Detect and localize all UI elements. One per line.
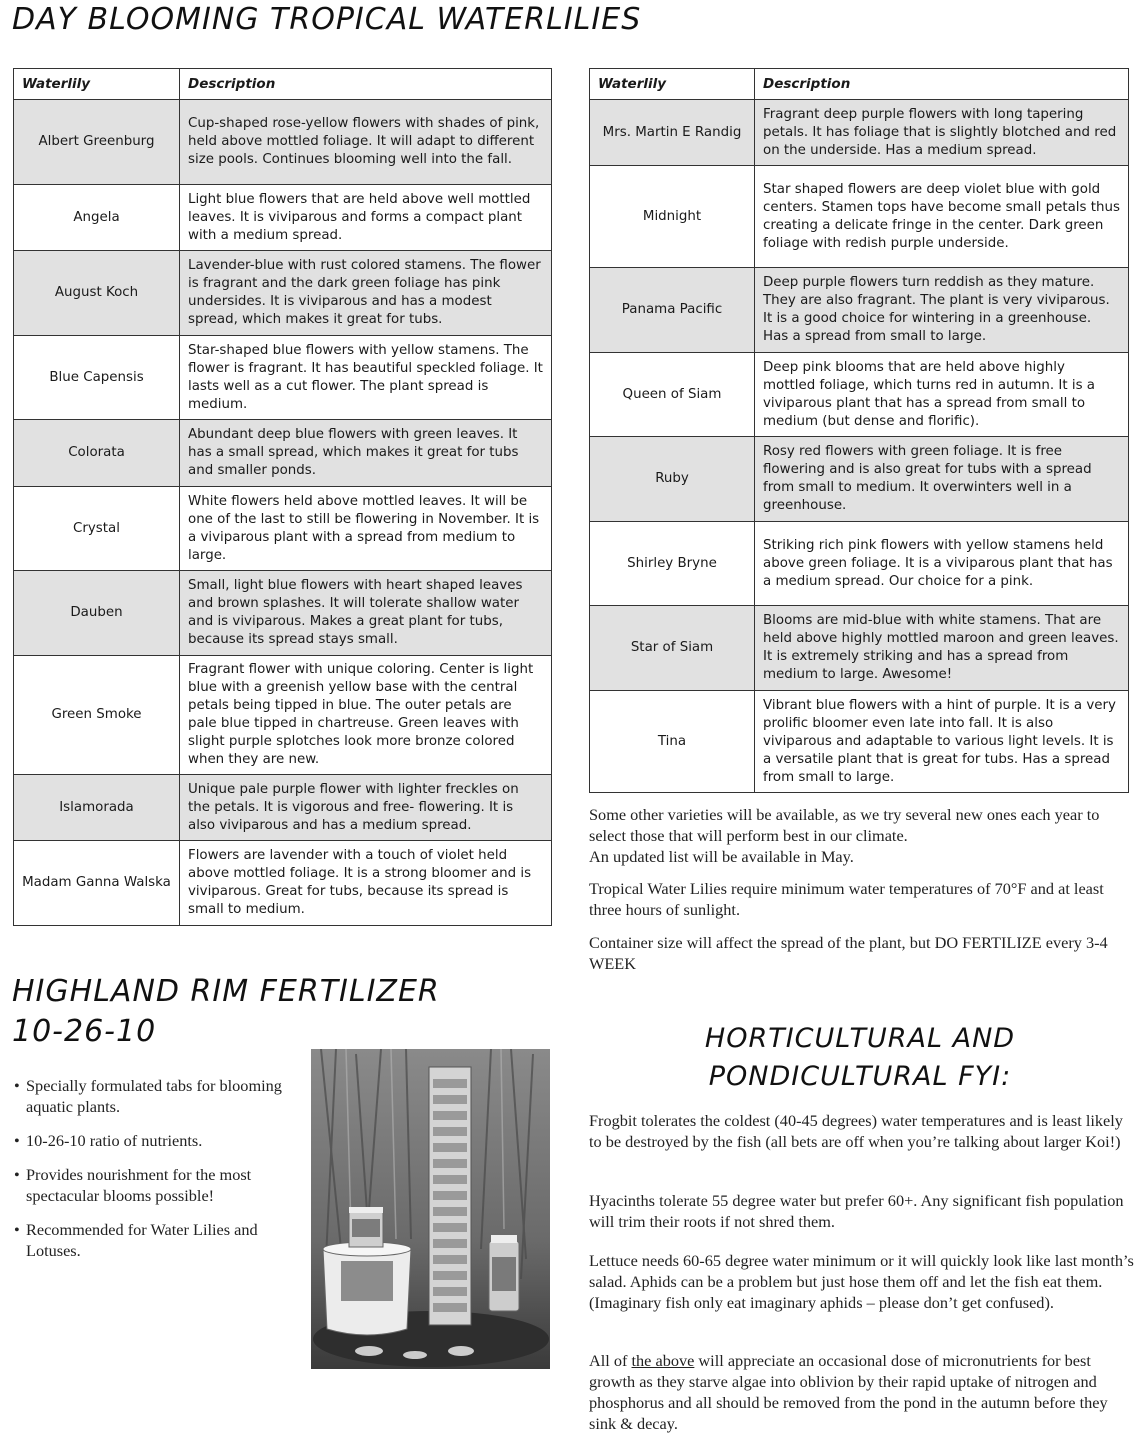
lily-description: Small, light blue flowers with heart shaped leaves and brown splashes. It will tolerate shallow water and is viviparous. Makes a great plant for tubs, because its spread stays small. xyxy=(180,571,552,656)
lily-name: Queen of Siam xyxy=(590,353,755,437)
lily-description: Unique pale purple flower with lighter freckles on the petals. It is vigorous and free- flowering. It is also viviparous and has a medium spread. xyxy=(180,775,552,841)
table-row xyxy=(590,691,1129,793)
micronutrients-text: will appreciate an occasional dose of micronutrients for best growth as they starve algae into oblivion by their rapid uptake of nitrogen and phosphorus and all should be removed from the pond in the autumn before they sink & decay. xyxy=(589,1351,1108,1433)
frogbit-paragraph: Frogbit tolerates the coldest (40-45 degrees) water temperatures and is least likely to be destroyed by the fish (all bets are off when you’re talking about larger Koi!) xyxy=(589,1111,1123,1151)
lily-name: August Koch xyxy=(14,251,180,336)
lily-description: Lavender-blue with rust colored stamens. The flower is fragrant and the dark green foliage has pink undersides. It is viviparous and has a modest spread, which makes it great for tubs. xyxy=(180,251,552,336)
lily-name: Colorata xyxy=(14,420,180,487)
lily-description: White flowers held above mottled leaves. It will be one of the last to still be flowering in November. It is a viviparous plant with a spread from medium to large. xyxy=(180,487,552,571)
lily-name: Dauben xyxy=(14,571,180,656)
lily-name: Star of Siam xyxy=(590,606,755,691)
lily-description: Striking rich pink flowers with yellow stamens held above green foliage. It is a viviparous plant that has a medium spread. Our choice for a pink. xyxy=(755,522,1129,606)
fertilizer-product-photo xyxy=(311,1049,550,1369)
lily-description: Vibrant blue flowers with a hint of purple. It is a very prolific bloomer even late into fall. It is also viviparous and adaptable to various light levels. It is a versatile plant that is great for tubs. Has a spread from small to large. xyxy=(755,691,1129,793)
table-row xyxy=(14,420,552,487)
table-row xyxy=(14,571,552,656)
table-row xyxy=(14,100,552,185)
fertilizer-title-line1: HIGHLAND RIM FERTILIZER xyxy=(12,974,440,1009)
lily-name: Crystal xyxy=(14,487,180,571)
lily-description: Blooms are mid-blue with white stamens. That are held above highly mottled maroon and green leaves. It is extremely striking and has a spread from medium to large. Awesome! xyxy=(755,606,1129,691)
fyi-title-line1: HORTICULTURAL AND xyxy=(704,1023,1016,1054)
list-item xyxy=(14,1075,304,1117)
column-header-waterlily: Waterlily xyxy=(14,69,180,100)
table-row xyxy=(14,841,552,926)
hyacinths-paragraph: Hyacinths tolerate 55 degree water but prefer 60+. Any significant fish population will trim their roots if not shred them. xyxy=(589,1191,1124,1231)
varieties-note-line2: An updated list will be available in May. xyxy=(589,847,854,866)
lily-name: Shirley Bryne xyxy=(590,522,755,606)
bullet-text: Specially formulated tabs for blooming aquatic plants. xyxy=(26,1076,282,1116)
bullet-icon: • xyxy=(14,1131,20,1150)
table-row xyxy=(14,656,552,775)
varieties-note xyxy=(589,804,1134,867)
lily-description: Rosy red flowers with green foliage. It is free flowering and is also great for tubs with a spread from small to medium. It overwinters well in a greenhouse. xyxy=(755,437,1129,522)
lily-description: Star-shaped blue flowers with yellow stamens. The flower is fragrant. It has beautiful speckled foliage. It lasts well as a cut flower. The plant spread is medium. xyxy=(180,336,552,420)
container-note: Container size will affect the spread of the plant, but DO FERTILIZE every 3-4 WEEK xyxy=(589,933,1108,973)
table-row xyxy=(590,100,1129,166)
lily-name: Blue Capensis xyxy=(14,336,180,420)
lily-description: Deep pink blooms that are held above highly mottled foliage, which turns red in autumn. It is a viviparous plant that has a spread from small to medium (but dense and florific). xyxy=(755,353,1129,437)
table-row xyxy=(590,268,1129,353)
lily-name: Tina xyxy=(590,691,755,793)
list-item xyxy=(14,1219,304,1261)
lily-name: Islamorada xyxy=(14,775,180,841)
bullet-text: Provides nourishment for the most spectacular blooms possible! xyxy=(26,1165,252,1205)
bullet-icon: • xyxy=(14,1220,20,1239)
table-row xyxy=(14,336,552,420)
lily-name: Madam Ganna Walska xyxy=(14,841,180,926)
lily-description: Flowers are lavender with a touch of violet held above mottled foliage. It is a strong bloomer and is viviparous. Great for tubs, because its spread is small to medium. xyxy=(180,841,552,926)
the-above-text: the above xyxy=(631,1351,695,1370)
micronutrients-prefix: All of xyxy=(589,1351,632,1370)
table-row xyxy=(14,185,552,251)
lily-name: Panama Pacific xyxy=(590,268,755,353)
bullet-icon: • xyxy=(14,1076,20,1095)
list-item xyxy=(14,1164,304,1206)
lily-name: Green Smoke xyxy=(14,656,180,775)
fyi-title xyxy=(590,1020,1130,1096)
table-row xyxy=(14,251,552,336)
lily-description: Fragrant flower with unique coloring. Center is light blue with a greenish yellow base with the central petals being tipped in blue. The outer petals are pale blue tipped in chartreuse. Green leaves with slight purple splotches look more bronze colored when they are new. xyxy=(180,656,552,775)
fertilizer-bullet-list xyxy=(14,1075,304,1274)
waterlily-table-left xyxy=(13,68,552,926)
table-row xyxy=(590,437,1129,522)
fertilizer-title xyxy=(12,972,440,1052)
lettuce-paragraph: Lettuce needs 60-65 degree water minimum or it will quickly look like last month’s salad. Aphids can be a problem but just hose them off and let the fish eat them. (Imaginary fish only eat imaginary aphids – please don’t get confused). xyxy=(589,1251,1134,1312)
column-header-description: Description xyxy=(180,69,552,100)
list-item xyxy=(14,1130,304,1151)
lily-name: Albert Greenburg xyxy=(14,100,180,185)
bullet-text: Recommended for Water Lilies and Lotuses. xyxy=(26,1220,258,1260)
table-row xyxy=(590,353,1129,437)
table-header-row xyxy=(14,69,552,100)
fyi-title-line2: PONDICULTURAL FYI: xyxy=(708,1061,1012,1092)
lily-name: Ruby xyxy=(590,437,755,522)
lily-name: Angela xyxy=(14,185,180,251)
table-row xyxy=(14,775,552,841)
bullet-icon: • xyxy=(14,1165,20,1184)
lily-description: Light blue flowers that are held above well mottled leaves. It is viviparous and forms a compact plant with a medium spread. xyxy=(180,185,552,251)
table-row xyxy=(14,487,552,571)
lily-description: Abundant deep blue flowers with green leaves. It has a small spread, which makes it great for tubs and smaller ponds. xyxy=(180,420,552,487)
table-row xyxy=(590,606,1129,691)
lily-description: Star shaped flowers are deep violet blue with gold centers. Stamen tops have become small petals thus creating a delicate fringe in the center. Dark green foliage with redish purple underside. xyxy=(755,166,1129,268)
varieties-note-line1: Some other varieties will be available, as we try several new ones each year to select those that will perform best in our climate. xyxy=(589,805,1100,845)
lily-description: Fragrant deep purple flowers with long tapering petals. It has foliage that is slightly blotched and red on the underside. Has a medium spread. xyxy=(755,100,1129,166)
temperature-note: Tropical Water Lilies require minimum water temperatures of 70°F and at least three hours of sunlight. xyxy=(589,879,1104,919)
bullet-text: 10-26-10 ratio of nutrients. xyxy=(26,1131,203,1150)
column-header-waterlily: Waterlily xyxy=(590,69,755,100)
column-header-description: Description xyxy=(755,69,1129,100)
micronutrients-paragraph xyxy=(589,1350,1134,1434)
waterlily-table-right xyxy=(589,68,1129,793)
table-row xyxy=(590,166,1129,268)
lily-description: Deep purple flowers turn reddish as they mature. They are also fragrant. The plant is very viviparous. It is a good choice for wintering in a greenhouse. Has a spread from small to large. xyxy=(755,268,1129,353)
page-title: DAY BLOOMING TROPICAL WATERLILIES xyxy=(12,2,642,37)
lily-name: Midnight xyxy=(590,166,755,268)
table-header-row xyxy=(590,69,1129,100)
fertilizer-title-line2: 10-26-10 xyxy=(12,1014,157,1049)
lily-description: Cup-shaped rose-yellow flowers with shades of pink, held above mottled foliage. It will adapt to different size pools. Continues blooming well into the fall. xyxy=(180,100,552,185)
lily-name: Mrs. Martin E Randig xyxy=(590,100,755,166)
table-row xyxy=(590,522,1129,606)
